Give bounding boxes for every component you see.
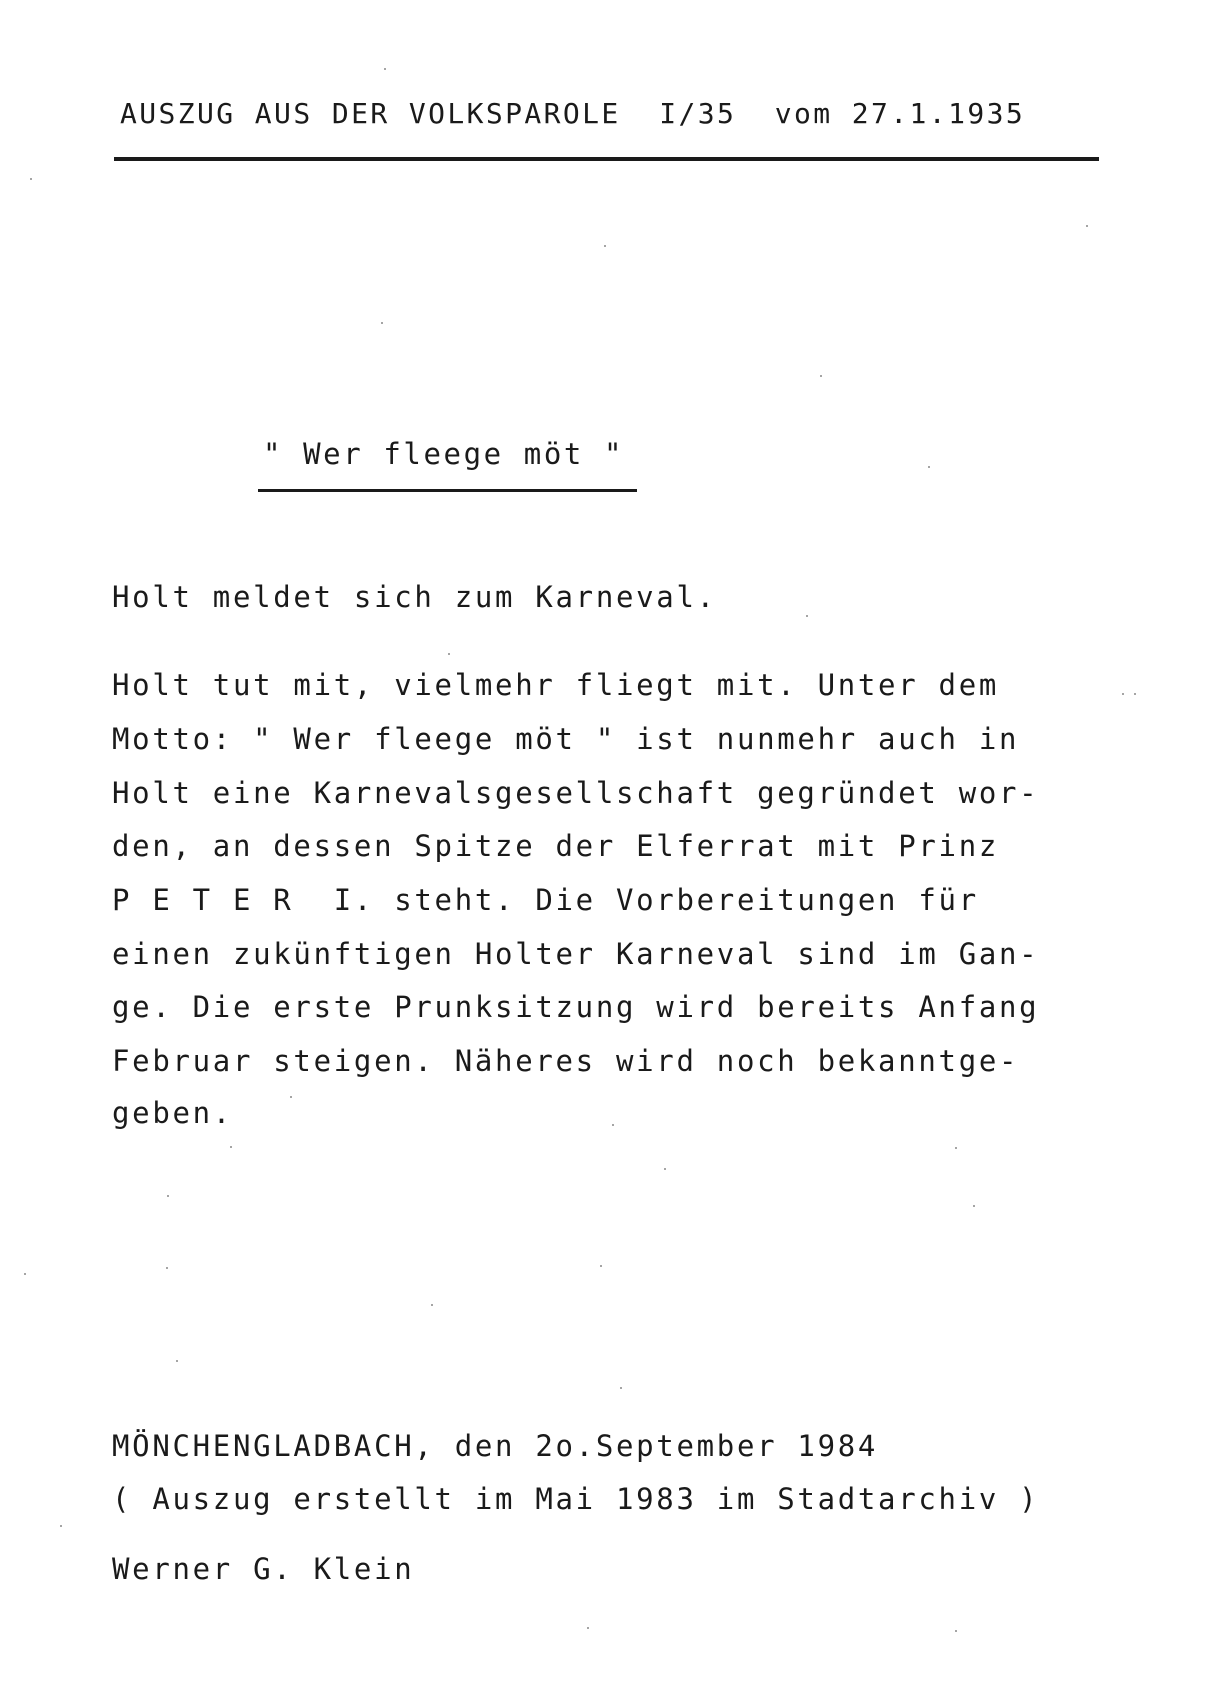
document-header: AUSZUG AUS DER VOLKSPAROLE I/35 vom 27.1.1935 — [120, 97, 1026, 130]
body-line: den, an dessen Spitze der Elferrat mit Prinz — [112, 829, 1000, 863]
paper-speck — [600, 1265, 602, 1267]
paper-speck — [928, 466, 930, 468]
article-lead: Holt meldet sich zum Karneval. — [112, 580, 717, 614]
paper-speck — [587, 1627, 589, 1629]
body-line: geben. — [112, 1096, 233, 1130]
article-title: " Wer fleege möt " — [263, 437, 625, 471]
paper-speck — [381, 322, 383, 324]
title-underline — [258, 489, 637, 492]
paper-speck — [820, 375, 822, 377]
paper-speck — [176, 1360, 178, 1362]
footer-note: ( Auszug erstellt im Mai 1983 im Stadtarchiv ) — [112, 1482, 1040, 1516]
paper-speck — [604, 245, 606, 247]
paper-speck — [24, 1273, 26, 1275]
footer-place-date: MÖNCHENGLADBACH, den 2o.September 1984 — [112, 1429, 879, 1463]
body-line: P E T E R I. steht. Die Vorbereitungen für — [112, 883, 979, 917]
paper-speck — [806, 615, 808, 617]
body-line: Motto: " Wer fleege möt " ist nunmehr auch in — [112, 722, 1020, 756]
paper-speck — [230, 1146, 232, 1148]
paper-speck — [973, 1205, 975, 1207]
body-line: Holt eine Karnevalsgesellschaft gegründet wor- — [112, 776, 1040, 810]
body-line: Februar steigen. Näheres wird noch bekanntge- — [112, 1044, 1020, 1078]
paper-speck — [1086, 225, 1088, 227]
paper-speck — [166, 1267, 168, 1269]
paper-speck — [955, 1630, 957, 1632]
paper-speck — [1122, 693, 1124, 695]
header-underline — [114, 157, 1099, 161]
body-line: einen zukünftigen Holter Karneval sind im Gan- — [112, 937, 1040, 971]
paper-speck — [612, 1124, 614, 1126]
body-line: ge. Die erste Prunksitzung wird bereits Anfang — [112, 990, 1040, 1024]
paper-speck — [384, 68, 386, 70]
body-line: Holt tut mit, vielmehr fliegt mit. Unter dem — [112, 668, 1000, 702]
paper-speck — [620, 1387, 622, 1389]
paper-speck — [431, 1304, 433, 1306]
paper-speck — [60, 1525, 62, 1527]
paper-speck — [167, 1195, 169, 1197]
paper-speck — [1134, 693, 1136, 695]
paper-speck — [30, 178, 32, 180]
paper-speck — [448, 653, 450, 655]
footer-author: Werner G. Klein — [112, 1552, 415, 1586]
paper-speck — [290, 1096, 292, 1098]
paper-speck — [955, 1147, 957, 1149]
paper-speck — [664, 1168, 666, 1170]
